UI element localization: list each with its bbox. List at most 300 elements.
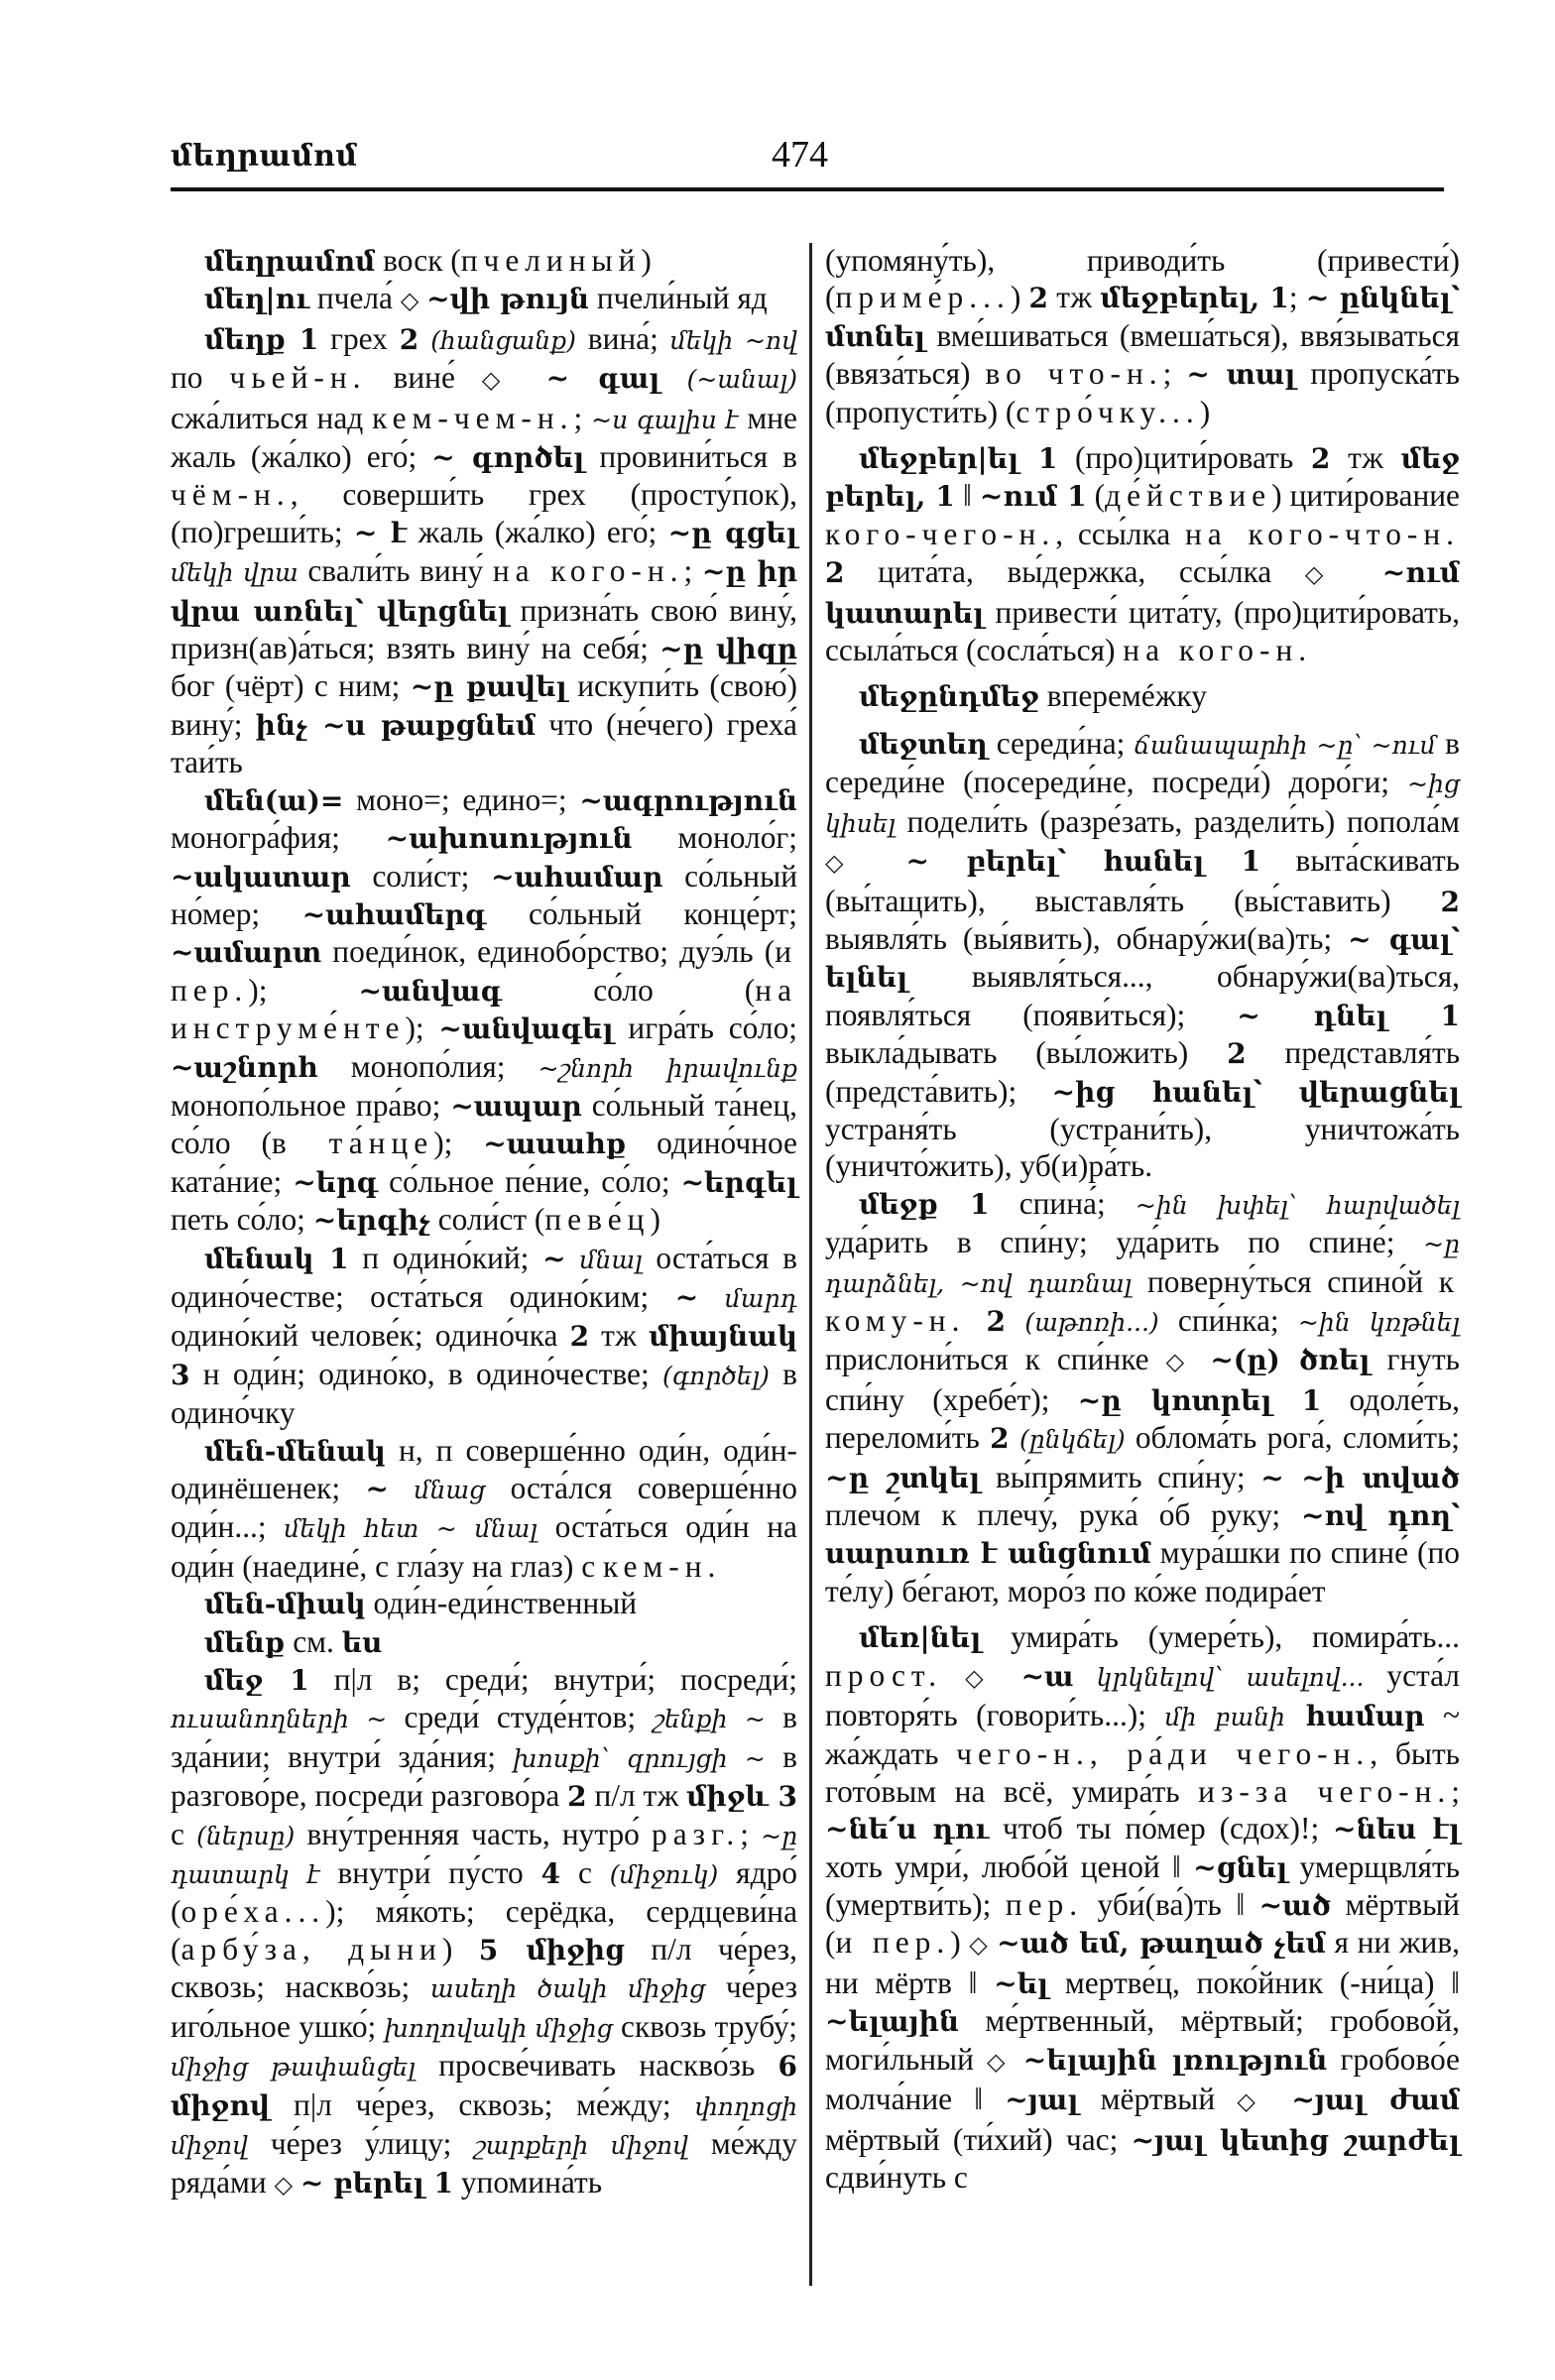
dictionary-entry	[171, 1661, 797, 2204]
armenian-bold-phrase: մեջ բերել, 1	[825, 442, 1460, 514]
armenian-bold-phrase: ~ տալ	[1186, 358, 1296, 392]
page-header	[0, 0, 1555, 198]
dictionary-entry	[171, 1623, 797, 1661]
headword: մեջընդմեջ	[859, 680, 1039, 714]
armenian-bold-phrase: 5 միջից	[478, 1933, 625, 1966]
translation-text: монопо́лия;	[317, 1048, 538, 1084]
armenian-italic-phrase: (~անալ)	[659, 365, 797, 395]
armenian-italic-phrase: մնաց	[388, 1476, 486, 1504]
spaced-label: на кого-что-н.	[1184, 516, 1460, 551]
armenian-bold-phrase: 1	[285, 322, 319, 356]
translation-text: вине́	[366, 360, 482, 396]
armenian-bold-phrase: ~յալ կետից շարժել	[1131, 2123, 1460, 2157]
armenian-bold-phrase: ~աշնորհ	[171, 1050, 318, 1084]
armenian-bold-phrase: ~երգիչ	[312, 1204, 430, 1238]
translation-text: сжа́литься над	[171, 400, 373, 435]
armenian-bold-phrase: 2	[567, 1780, 587, 1814]
translation-text: выявля́ться..., обнару́жи(ва)ться, появля́ться (появи́ться);	[825, 959, 1460, 1032]
translation-text: ~ жа́ждать	[825, 1698, 1461, 1772]
headword: մեն-մենակ	[204, 1434, 386, 1468]
translation-text: п|л че́рез, сквозь; ме́жду;	[270, 2086, 695, 2122]
translation-text: н оди́н; одино́ко, в одино́честве;	[189, 1356, 662, 1391]
armenian-bold-phrase: ~	[365, 1473, 389, 1505]
armenian-bold-phrase: ~ը գցել	[667, 516, 797, 549]
translation-text: умира́ть (умере́ть), помира́ть...	[981, 1619, 1460, 1655]
translation-text: соли́ст;	[350, 858, 492, 893]
translation-text: подели́ть (разре́зать, раздели́ть) попола́м	[895, 803, 1460, 839]
page-number: 474	[772, 134, 828, 176]
armenian-italic-phrase: միջից թափանցել	[171, 2053, 416, 2082]
armenian-bold-phrase: ~ է	[353, 516, 408, 549]
running-head: մեղրամոմ	[171, 139, 358, 174]
column-divider	[809, 243, 812, 2286]
armenian-bold-phrase: ~ դնել 1	[1237, 999, 1460, 1032]
translation-text: тж	[1330, 440, 1401, 476]
translation-text: спина́;	[989, 1185, 1136, 1221]
armenian-italic-phrase: խոսքի՝ զրույցի ~	[513, 1743, 766, 1773]
translation-text: че́рез иго́льное ушко́;	[171, 1969, 798, 2044]
translation-text: игра́ть со́ло;	[613, 1011, 797, 1046]
spaced-label: приме́р...	[835, 280, 1011, 315]
armenian-italic-phrase: մարդ	[698, 1283, 797, 1313]
dictionary-entry	[825, 725, 1460, 1185]
translation-text: бог (чёрт) с ним;	[171, 668, 411, 704]
translation-text: ядро́ (	[171, 1855, 797, 1930]
diamond-idiom-marker: ◇	[1165, 1348, 1194, 1376]
translation-text: поеди́нок, единобо́рство; дуэ́ль (	[321, 934, 776, 970]
translation-text: )	[441, 1931, 479, 1966]
translation-text: со́ло (	[502, 972, 756, 1008]
translation-text: выта́скивать (вы́тащить), выставля́ть (вы́ставить)	[825, 843, 1460, 918]
armenian-bold-phrase: ~ագրություն	[579, 783, 797, 817]
armenian-italic-phrase: խողովակի միջից	[384, 2013, 613, 2043]
armenian-bold-phrase: ~ասահք	[483, 1128, 627, 1161]
armenian-bold-phrase: ~անվագել	[438, 1012, 614, 1046]
translation-text: п|л в; среди́; внутри́; посреди́;	[308, 1662, 797, 1698]
armenian-italic-phrase: ~շնորհ իրավունք	[538, 1053, 797, 1083]
translation-text: ;	[683, 553, 702, 589]
translation-text: моногра́фия;	[171, 820, 386, 856]
armenian-italic-phrase: մի բանի	[1164, 1703, 1285, 1732]
translation-text	[419, 281, 426, 315]
armenian-italic-phrase: ասեղի ծակի միջից	[429, 1974, 706, 2004]
spaced-label: на кого-н.	[1123, 633, 1313, 668]
translation-text: поверну́ться спино́й	[1132, 1263, 1439, 1299]
dictionary-entry	[825, 677, 1460, 715]
armenian-bold-phrase: ~ում կատարել	[825, 556, 1460, 630]
translation-text: с	[171, 1816, 197, 1851]
translation-text: , ссы́лка	[1055, 516, 1185, 551]
translation-text: )	[950, 1925, 970, 1961]
armenian-bold-phrase: ~ ~ի տված	[1260, 1461, 1460, 1494]
armenian-bold-phrase: 1	[263, 1664, 309, 1698]
translation-text	[1011, 2042, 1023, 2077]
spaced-label: пер.	[1005, 1887, 1084, 1923]
translation-text: петь со́ло;	[171, 1202, 313, 1238]
spaced-label: де́йствие	[1105, 478, 1272, 514]
translation-text: пропуска́ть (пропусти́ть) (	[825, 356, 1460, 429]
translation-text: оста́ться в одино́честве; оста́ться одино́ким;	[171, 1240, 797, 1314]
translation-text: грех	[318, 320, 400, 356]
armenian-italic-phrase: կրկնելով՝ ասելով...	[1073, 1662, 1365, 1692]
translation-text: мёртвый	[1078, 2082, 1238, 2117]
translation-text: чтоб ты по́мер (сдох)!;	[989, 1811, 1334, 1846]
spaced-label: к кому-н.	[825, 1263, 1460, 1338]
armenian-bold-phrase: ~ գործել	[431, 441, 585, 475]
armenian-italic-phrase: ճանապարհի ~ը՝ ~ում	[1134, 730, 1437, 760]
translation-text: в середи́не (посереди́не, посреди́) доро́ги;	[825, 725, 1460, 800]
armenian-bold-phrase: ~ելային	[825, 2005, 959, 2039]
spaced-label: кем-чем-н.	[372, 400, 574, 435]
translation-text	[942, 1658, 965, 1693]
translation-text: со́льное пе́ние, со́ло;	[378, 1163, 681, 1199]
translation-text: провини́ться в	[584, 439, 798, 475]
translation-text: среди́ студе́нтов;	[387, 1700, 654, 1735]
spaced-label: певе́ц	[544, 1202, 651, 1238]
translation-text: гробово́е молча́ние ‖	[825, 2041, 1460, 2117]
spaced-label: и пер.	[171, 934, 797, 1008]
translation-text: ;	[573, 400, 592, 435]
spaced-label: стро́чку...	[1016, 394, 1200, 429]
translation-text: хоть умри́, любо́й ценой ‖	[825, 1848, 1194, 1884]
armenian-bold-phrase: 2	[1310, 442, 1331, 476]
spaced-label: из-за чего-н.	[1198, 1773, 1452, 1809]
spaced-label: чего-н., ра́ди чего-н.	[956, 1736, 1371, 1772]
translation-text: ;	[1162, 356, 1187, 392]
header-rule	[171, 187, 1444, 191]
translation-text: спи́нка;	[1158, 1302, 1298, 1338]
armenian-bold-phrase: 2	[1028, 282, 1049, 315]
armenian-bold-phrase: ~ը իր վրա առնել՝ վերցնել	[171, 555, 797, 628]
armenian-bold-phrase: 6 միջով	[171, 2050, 797, 2122]
armenian-bold-phrase: ~ապար	[450, 1089, 582, 1123]
translation-text: оста́ться оди́н на оди́н (наедине́, с гла́зу на глаз) с	[171, 1509, 797, 1584]
translation-text: пчела́	[309, 281, 401, 316]
dictionary-entry	[825, 242, 1460, 430]
diamond-idiom-marker: ◇	[969, 1931, 989, 1960]
dictionary-entry	[171, 320, 797, 781]
headword: մեղ|ու	[204, 283, 309, 316]
spaced-label: пчелиный	[460, 243, 642, 278]
armenian-bold-phrase: ~ախոսություն	[385, 822, 633, 856]
armenian-italic-phrase: (աթոռի...)	[1006, 1307, 1159, 1337]
translation-text: я ни жив, ни мёртв ‖	[825, 1925, 1460, 2000]
armenian-bold-phrase: 3	[768, 1780, 797, 1814]
translation-text: п/л че́рез, сквозь; наскво́зь;	[171, 1931, 797, 2005]
translation-text: представля́ть (предста́вить);	[825, 1035, 1461, 1109]
armenian-bold-phrase: ~ա	[1020, 1659, 1074, 1693]
armenian-bold-phrase: ~երգ	[293, 1165, 379, 1199]
spaced-label: и пер.	[835, 1925, 951, 1961]
translation-text: сквозь трубу́;	[612, 2008, 797, 2044]
translation-text	[1269, 2082, 1291, 2116]
armenian-bold-phrase: ~յալ ժամ	[1291, 2083, 1460, 2117]
armenian-bold-phrase: մեջբերել, 1	[1100, 282, 1289, 315]
armenian-bold-phrase: 2	[1440, 885, 1460, 918]
spaced-label: кого-чего-н.	[825, 516, 1056, 551]
translation-text: тж	[589, 1318, 650, 1354]
armenian-bold-phrase: 2	[399, 322, 419, 356]
translation-text: плечо́м к плечу́, рука́ о́б руку;	[825, 1497, 1301, 1532]
translation-text: уби́(ва́)ть ‖	[1083, 1887, 1259, 1923]
translation-text: ;	[740, 1816, 762, 1851]
translation-text: мне жаль (жа́лко) его́;	[171, 400, 797, 475]
translation-text: );	[248, 972, 359, 1008]
armenian-bold-phrase: ~ած	[1258, 1889, 1332, 1923]
translation-text: мёртвый (ти́хий) час;	[825, 2121, 1132, 2157]
translation-text: призна́ть свою́ вину́, призн(ав)а́ться; взять вину́ на себя́;	[171, 592, 797, 666]
translation-text: середи́на;	[987, 725, 1135, 761]
armenian-bold-phrase: ~ գալ՝ ելնել	[825, 922, 1460, 995]
armenian-italic-phrase: (ներսը)	[196, 1821, 296, 1850]
translation-text: по	[171, 360, 230, 396]
translation-text: оста́лся соверше́нно оди́н...;	[171, 1471, 797, 1545]
armenian-bold-phrase: ինչ ~ս թաքցնեմ	[255, 708, 537, 742]
armenian-bold-phrase: ~յալ	[1005, 2083, 1079, 2117]
translation-text: со́льный та́нец, со́ло (	[171, 1087, 797, 1161]
diamond-idiom-marker: ◇	[987, 2047, 1011, 2076]
translation-text: со́льный конце́рт;	[486, 895, 797, 931]
translation-text: , соверши́ть грех (просту́пок), (по)греши́ть;	[171, 477, 797, 549]
translation-text: моноло́г;	[632, 820, 797, 856]
diamond-idiom-marker: ◇	[274, 2171, 294, 2200]
headword: մեղք	[204, 322, 286, 356]
armenian-bold-phrase: ~ով դող՝ սարսուռ է անցնում	[825, 1499, 1460, 1571]
armenian-bold-phrase: ~անվագ	[358, 974, 503, 1008]
armenian-bold-phrase: ~նե՛ս դու	[825, 1813, 990, 1846]
armenian-italic-phrase: ~ս գալիս է	[591, 405, 739, 434]
translation-text: ); мя́коть; серёдка, сердцеви́на (	[171, 1894, 797, 1966]
armenian-bold-phrase: ~նես էլ	[1333, 1813, 1460, 1846]
armenian-italic-phrase: (միջուկ)	[609, 1860, 719, 1890]
translation-text: одоле́ть, переломи́ть	[825, 1381, 1460, 1456]
dictionary-entry	[171, 1432, 797, 1586]
translation-text: п одино́кий;	[348, 1240, 543, 1275]
headword: մեջ	[204, 1664, 264, 1698]
translation-text: вперемéжку	[1038, 678, 1207, 714]
translation-text: свали́ть вину́	[298, 553, 493, 589]
translation-text: ме́жду ряда́ми	[171, 2125, 797, 2201]
armenian-bold-phrase: 2	[1227, 1037, 1247, 1071]
dictionary-entry	[825, 1185, 1460, 1609]
spaced-label: на инструме́нте	[171, 972, 797, 1046]
translation-text: внутри́ пу́сто	[319, 1855, 541, 1891]
diamond-idiom-marker: ◇	[1304, 560, 1350, 589]
headword: մեջք	[859, 1187, 938, 1221]
translation-text: прислони́ться к спи́нке	[825, 1342, 1166, 1377]
armenian-bold-phrase: 2	[569, 1320, 590, 1354]
translation-text: вме́шиваться (вмеша́ться), ввя́зываться (ввяза́ться)	[825, 317, 1460, 392]
armenian-italic-phrase: (հանցանք)	[419, 325, 576, 355]
translation-text: ‖	[954, 478, 980, 514]
translation-text: )	[1010, 280, 1029, 315]
translation-text: привести́ цита́ту, (про)цити́ровать, ссыла́ться (сосла́ться)	[825, 594, 1460, 668]
armenian-bold-phrase: ~	[542, 1242, 566, 1275]
armenian-bold-phrase: 3	[171, 1358, 190, 1391]
spaced-label: арбу́за, дыни	[180, 1931, 442, 1966]
translation-text	[999, 1658, 1021, 1693]
translation-text: упомина́ть	[453, 2165, 603, 2201]
armenian-italic-phrase: մեկի հետ ~ մնալ	[284, 1514, 538, 1544]
translation-text: );	[433, 1126, 484, 1161]
armenian-italic-phrase: ուսանողների ~	[171, 1705, 388, 1734]
armenian-italic-phrase: մնալ	[565, 1245, 643, 1274]
spaced-label: кем-н.	[603, 1548, 722, 1584]
translation-text: выявля́ть (вы́явить), обнару́жи(ва)ть;	[825, 920, 1349, 956]
spaced-label: в та́нце	[271, 1126, 434, 1161]
dictionary-entry	[171, 1240, 797, 1432]
translation-text: )	[650, 1202, 660, 1238]
armenian-bold-phrase: ~ գալ	[545, 362, 660, 396]
armenian-italic-phrase: ~ը դատարկ է	[171, 1821, 798, 1890]
translation-text: моно=; едино=;	[343, 781, 580, 817]
armenian-bold-phrase: միջև	[686, 1780, 769, 1814]
translation-text: )	[641, 243, 652, 278]
armenian-bold-phrase: ~ամարտ	[171, 936, 322, 970]
armenian-italic-phrase: ~ին խփել՝ հարվածել	[1135, 1190, 1461, 1220]
translation-text: с	[560, 1855, 610, 1891]
translation-text	[1349, 554, 1382, 589]
headword: մենակ	[204, 1242, 314, 1275]
translation-text: монопо́льное пра́во;	[171, 1087, 451, 1123]
translation-text: (про)цити́ровать	[1057, 440, 1311, 476]
armenian-bold-phrase: 1	[313, 1242, 349, 1275]
dictionary-entry	[171, 280, 797, 319]
translation-text: п/л тж	[586, 1778, 687, 1814]
armenian-bold-phrase: ~ել	[994, 1966, 1049, 2000]
armenian-italic-phrase: ~ից կիսել	[825, 770, 1460, 838]
armenian-italic-phrase: շենքի ~	[653, 1705, 766, 1734]
dictionary-entry	[171, 242, 797, 280]
translation-text: уста́л повторя́ть (говори́ть...);	[825, 1657, 1460, 1733]
translation-text: гнуть спи́ну (хребе́т);	[825, 1342, 1460, 1417]
headword: մեռ|նել	[859, 1621, 982, 1655]
armenian-bold-phrase: ~ած եմ, թաղած չեմ	[997, 1927, 1326, 1961]
translation-text: просве́чивать наскво́зь	[416, 2048, 778, 2083]
translation-text: в разгово́ре, посреди́ разгово́ра	[171, 1738, 797, 1814]
armenian-bold-phrase: ~ը վիզը	[659, 633, 797, 666]
translation-text: ) цити́рование	[1271, 478, 1460, 514]
diamond-idiom-marker: ◇	[481, 366, 520, 395]
headword: մեն-միակ	[204, 1588, 366, 1621]
translation-text: ;	[1288, 280, 1306, 315]
spaced-label: оре́ха...	[180, 1894, 326, 1930]
translation-text: ме́ртвенный, мёртвый; гробово́й, моги́льный	[825, 2003, 1460, 2077]
spaced-label: разг.	[652, 1816, 741, 1851]
armenian-bold-phrase: ~ակատար	[171, 860, 351, 893]
armenian-italic-phrase: շարքերի միջով	[474, 2130, 688, 2160]
headword: մեն(ա)=	[204, 783, 344, 817]
translation-text	[1193, 1342, 1210, 1376]
armenian-bold-phrase: 1	[1018, 442, 1058, 476]
translation-text: мура́шки по спине́ (по те́лу) бе́гают, моро́з по ко́же подира́ет	[825, 1535, 1460, 1608]
translation-text: воск (	[375, 243, 461, 278]
translation-text: , быть гото́вым на всё, умира́ть	[825, 1736, 1460, 1809]
translation-text: oблома́ть рога́, сломи́ть;	[1125, 1420, 1460, 1456]
armenian-bold-phrase: 2	[965, 1304, 1007, 1338]
translation-text: н, п соверше́нно оди́н, оди́н-одинёшенек;	[171, 1432, 797, 1505]
armenian-bold-phrase: 2	[825, 556, 845, 590]
headword: մեղրամոմ	[204, 245, 376, 278]
left-column	[171, 242, 797, 2204]
translation-text: (	[1086, 478, 1106, 514]
translation-text: соли́ст (	[429, 1202, 545, 1238]
armenian-bold-phrase: ~երգել	[680, 1165, 798, 1199]
armenian-bold-phrase: 4	[540, 1857, 561, 1891]
translation-text: что (не́чего) греха́ таи́ть	[171, 706, 797, 780]
dictionary-entry	[825, 439, 1460, 668]
dictionary-entry	[171, 1585, 797, 1622]
translation-text: оди́н-еди́нственный	[365, 1586, 638, 1621]
armenian-bold-phrase: միայնակ	[649, 1320, 797, 1354]
armenian-italic-phrase: մեկի ~ով	[669, 325, 798, 355]
armenian-bold-phrase: ես	[341, 1625, 383, 1659]
armenian-bold-phrase: ~ ընկնել՝ մտնել	[825, 282, 1460, 353]
translation-text: );	[405, 1011, 439, 1046]
translation-text: искупи́ть (свою́) вину́;	[171, 668, 798, 742]
armenian-bold-phrase: 1	[937, 1187, 990, 1221]
translation-text: в зда́нии; внутри́ зда́ния;	[171, 1700, 797, 1774]
armenian-bold-phrase: ~	[674, 1280, 699, 1314]
translation-text	[989, 1925, 998, 1960]
armenian-bold-phrase: ~ը շտկել	[825, 1461, 981, 1494]
dictionary-entry	[825, 1618, 1460, 2196]
spaced-label: прост.	[825, 1657, 943, 1693]
spaced-label: чём-н.	[171, 477, 291, 513]
translation-text: выкла́дывать (вы́ложить)	[825, 1035, 1228, 1071]
translation-text: вина́;	[575, 320, 670, 356]
armenian-bold-phrase: ~ը կոտրել 1	[1077, 1383, 1322, 1417]
armenian-bold-phrase: ~ելային լռություն	[1022, 2043, 1328, 2077]
translation-text: жаль (жа́лко) его́;	[407, 514, 668, 549]
translation-text: пчели́ный яд	[589, 281, 768, 316]
spaced-label: чьей-н.	[229, 360, 367, 396]
translation-text: уда́рить в спи́ну; уда́рить по спине́;	[825, 1225, 1424, 1260]
translation-text	[871, 843, 905, 878]
translation-text: умерщвля́ть (умертви́ть);	[825, 1848, 1460, 1923]
armenian-italic-phrase: (ընկճել)	[1009, 1425, 1126, 1455]
armenian-bold-phrase: ~ում 1	[979, 480, 1087, 514]
translation-text: сдви́нуть с	[825, 2159, 968, 2195]
headword: մենք	[204, 1625, 286, 1659]
armenian-bold-phrase: ~ից հանել՝ վերացնել	[1051, 1075, 1460, 1109]
translation-text: одино́кий челове́к; одино́чка	[171, 1318, 570, 1354]
translation-text: в одино́чку	[171, 1356, 798, 1431]
diamond-idiom-marker: ◇	[400, 287, 419, 315]
armenian-italic-phrase: մեկի վրա	[171, 558, 299, 588]
translation-text: )	[1199, 394, 1211, 429]
translation-text: устраня́ть (устрани́ть), уничтожа́ть (уничто́жить), уб(и)ра́ть.	[825, 1111, 1460, 1184]
translation-text: мертве́ц, поко́йник (-ни́ца) ‖	[1048, 1964, 1461, 2000]
dictionary-entry	[171, 781, 797, 1240]
armenian-bold-phrase: ~ բերել՝ հանել 1	[905, 845, 1261, 879]
headword: մեջբեր|ել	[859, 442, 1019, 476]
armenian-italic-phrase: ~ին կռթնել	[1297, 1307, 1460, 1337]
right-column	[825, 242, 1460, 2196]
spaced-label: во что-н.	[985, 356, 1163, 392]
headword: մեջտեղ	[859, 727, 988, 761]
spaced-label: на кого-н.	[492, 553, 684, 589]
translation-text	[520, 360, 546, 395]
armenian-bold-phrase: ~ահամար	[491, 860, 663, 893]
diamond-idiom-marker: ◇	[1237, 2087, 1270, 2116]
diamond-idiom-marker: ◇	[825, 849, 872, 878]
armenian-italic-phrase: փողոցի միջով	[171, 2091, 797, 2160]
armenian-italic-phrase: (գործել)	[661, 1361, 770, 1390]
translation-text: че́рез у́лицу;	[247, 2125, 475, 2161]
diamond-idiom-marker: ◇	[965, 1663, 999, 1692]
translation-text: цита́та, вы́держка, ссы́лка	[844, 554, 1305, 590]
